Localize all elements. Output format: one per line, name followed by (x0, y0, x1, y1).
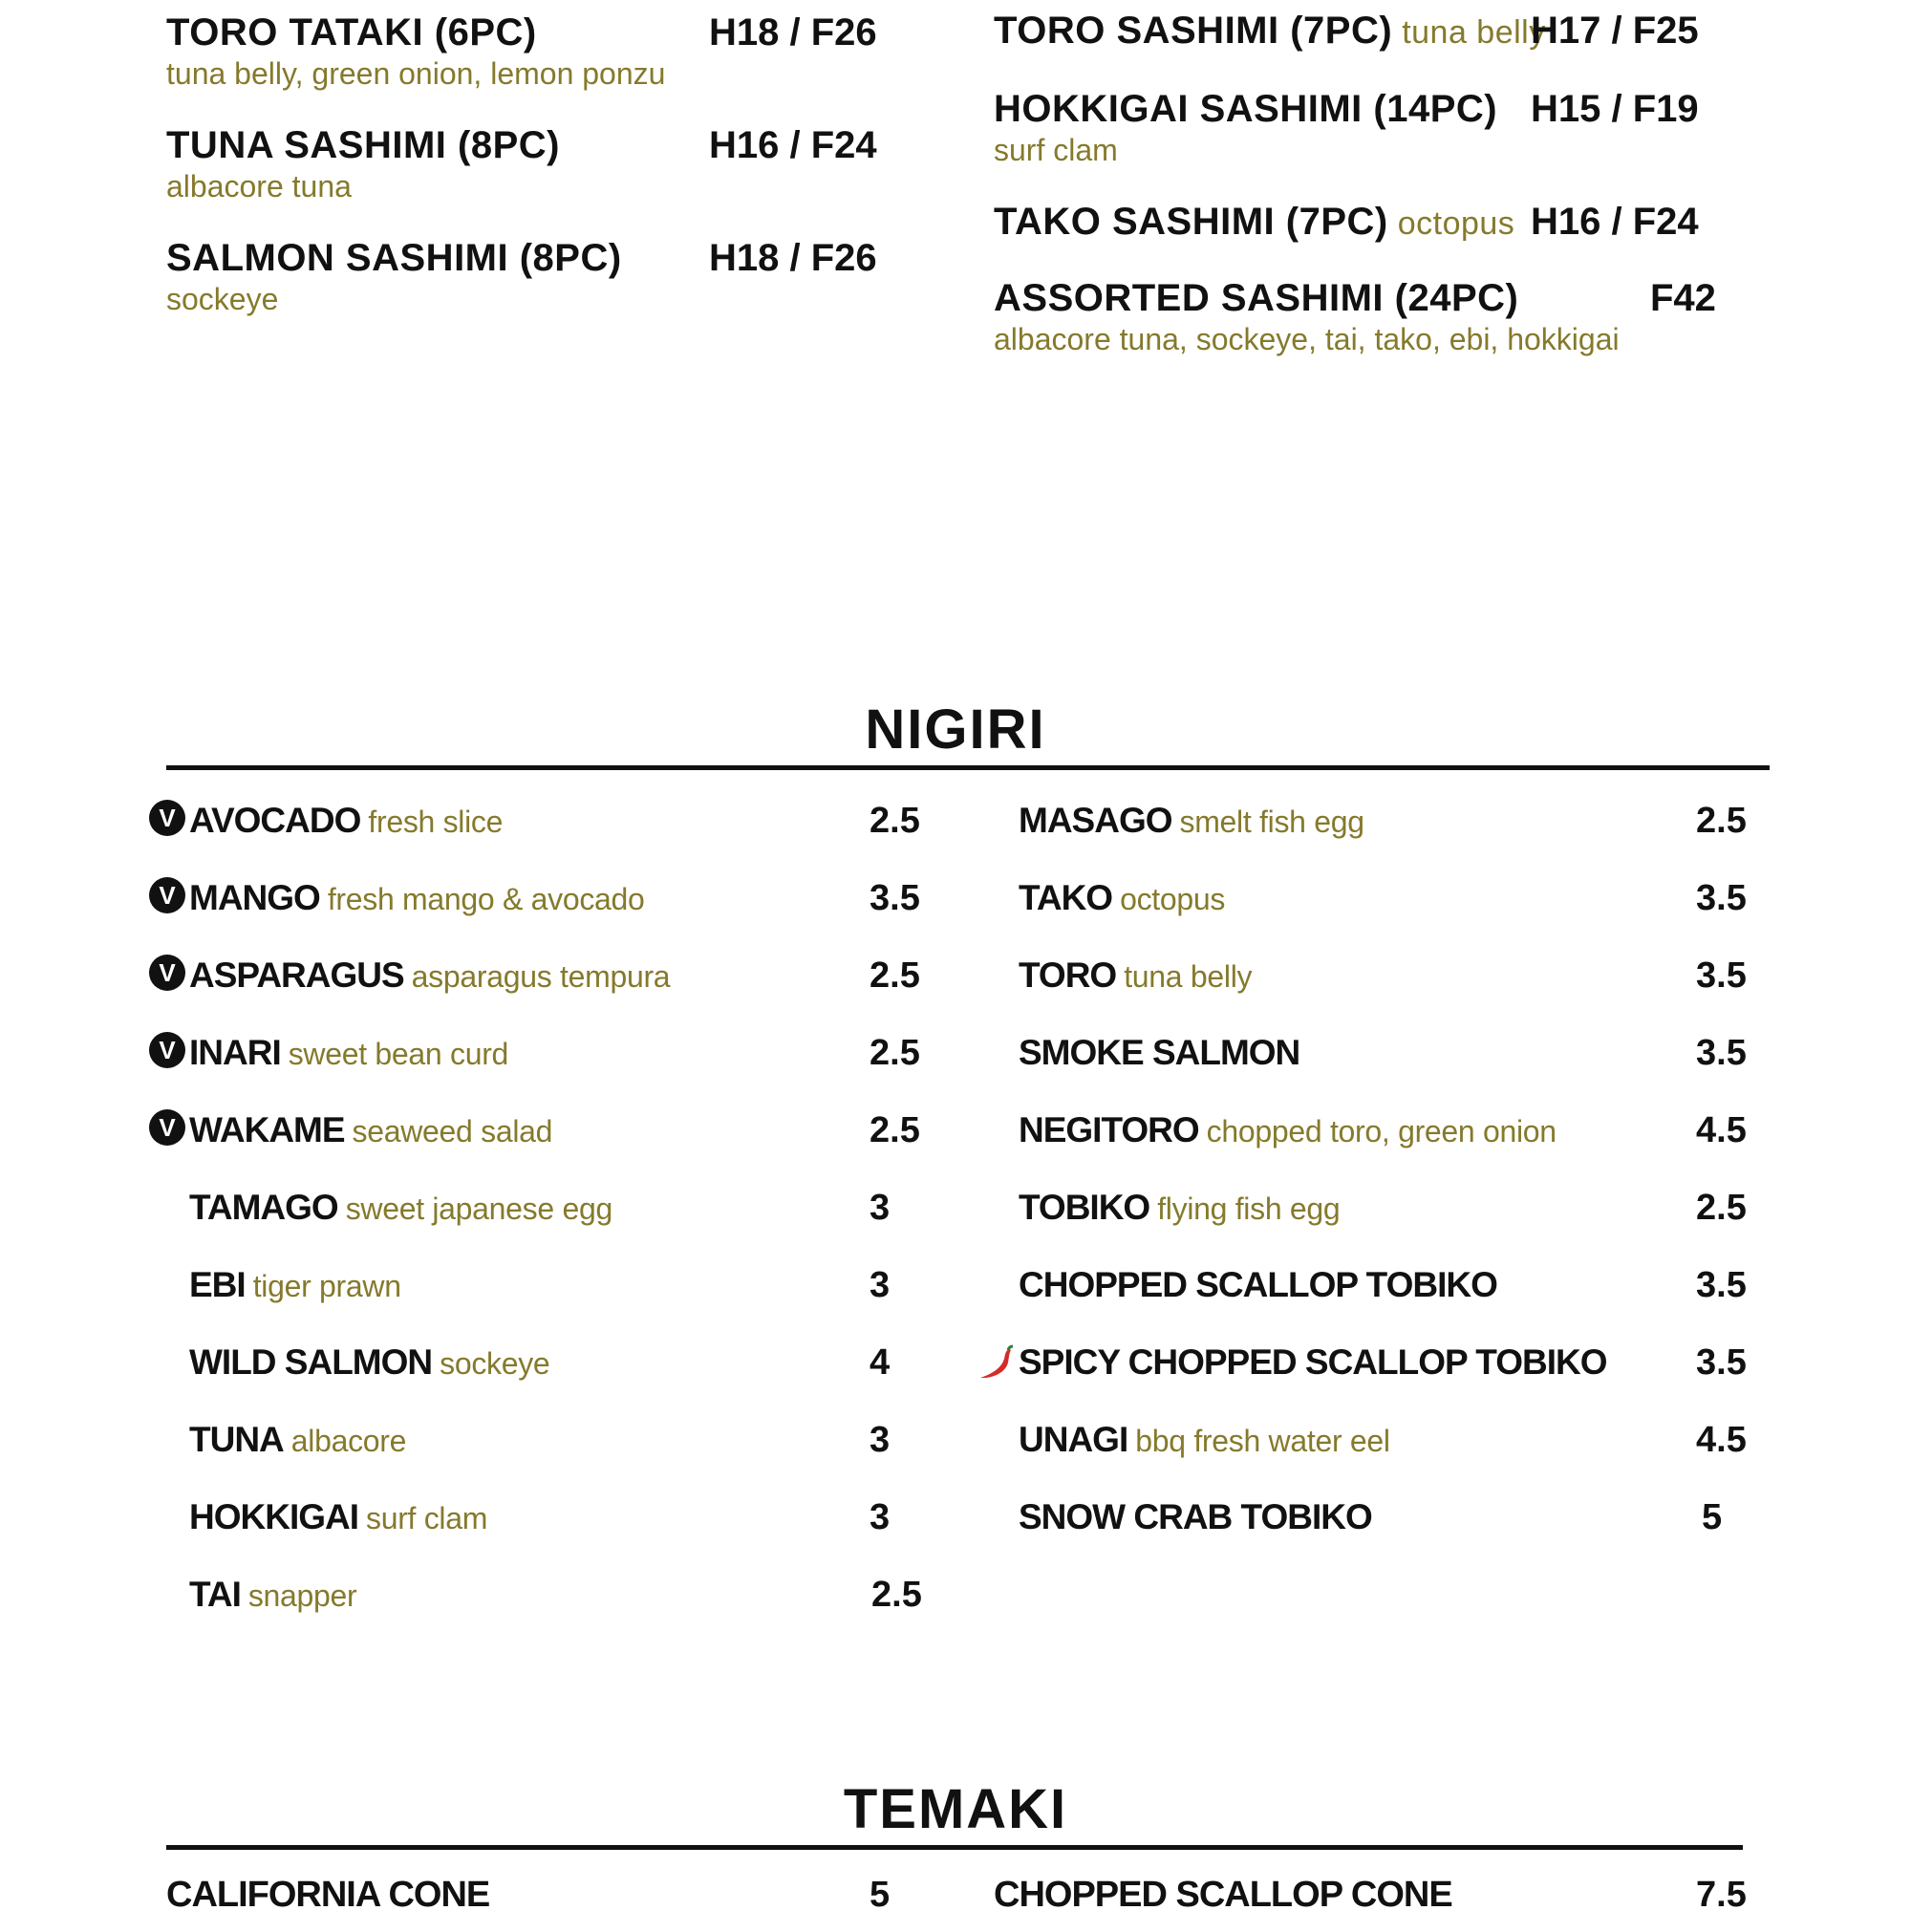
item-name: WILD SALMON (189, 1342, 433, 1382)
item-description: sockeye (440, 1346, 550, 1381)
item-description: bbq fresh water eel (1135, 1424, 1390, 1458)
sashimi-item (166, 237, 622, 317)
item-price: 5 (1702, 1497, 1723, 1537)
item-name: TUNA SASHIMI (8PC) (166, 124, 560, 166)
item-price: 7.5 (1696, 1875, 1747, 1915)
item-name (994, 10, 1546, 53)
nigiri-item (1019, 1420, 1390, 1477)
item-price: 2.5 (870, 801, 920, 841)
item-name: CHOPPED SCALLOP CONE (994, 1875, 1452, 1915)
item-price: 3.5 (1696, 1265, 1747, 1305)
item-price: 2.5 (870, 1033, 920, 1073)
vegetarian-icon: V (149, 1032, 185, 1068)
sashimi-item (166, 11, 665, 92)
item-price: 3.5 (1696, 1033, 1747, 1073)
item-name: TAMAGO (189, 1188, 338, 1227)
item-description: sweet japanese egg (345, 1191, 612, 1226)
item-name: UNAGI (1019, 1420, 1128, 1459)
vegetarian-icon: V (149, 800, 185, 836)
item-price: 3 (870, 1420, 891, 1460)
item-price: 3 (870, 1265, 891, 1305)
item-price: H16 / F24 (709, 124, 877, 166)
nigiri-item (189, 1265, 401, 1322)
item-name: ASSORTED SASHIMI (24PC) (994, 277, 1519, 319)
item-description: chopped toro, green onion (1206, 1114, 1557, 1148)
nigiri-item (189, 1110, 552, 1168)
item-price: 3.5 (1696, 955, 1747, 996)
item-price: 2.5 (1696, 801, 1747, 841)
item-description: snapper (247, 1578, 357, 1613)
nigiri-item (189, 1033, 508, 1090)
item-description: smelt fish egg (1179, 805, 1364, 839)
item-description: seaweed salad (352, 1114, 553, 1148)
section-divider (166, 1845, 1743, 1850)
nigiri-item (189, 1342, 549, 1400)
item-description: fresh mango & avocado (327, 882, 645, 916)
item-description: fresh slice (368, 805, 504, 839)
nigiri-item (189, 1188, 612, 1245)
nigiri-item (1019, 955, 1252, 1013)
item-price: 4.5 (1696, 1110, 1747, 1150)
nigiri-item (189, 955, 670, 1013)
temaki-item (166, 1875, 489, 1932)
item-name: HOKKIGAI SASHIMI (14PC) (994, 88, 1498, 130)
nigiri-item (189, 1497, 487, 1555)
vegetarian-icon: V (149, 1109, 185, 1146)
item-price: H16 / F24 (1531, 201, 1699, 243)
item-description: albacore (290, 1424, 407, 1458)
item-name (994, 201, 1514, 244)
item-name: MASAGO (1019, 801, 1172, 840)
nigiri-item (189, 801, 503, 858)
section-divider (166, 765, 1770, 770)
item-name: AVOCADO (189, 801, 361, 840)
section-title-temaki: TEMAKI (843, 1778, 1068, 1840)
item-name: TORO (1019, 955, 1117, 995)
item-name: HOKKIGAI (189, 1497, 358, 1536)
item-price: 2.5 (871, 1575, 922, 1615)
item-price: H15 / F19 (1531, 88, 1699, 130)
nigiri-item (1019, 801, 1364, 858)
nigiri-item (1019, 878, 1225, 935)
item-name: TAKO (1019, 878, 1113, 917)
item-name: EBI (189, 1265, 246, 1304)
item-description: surf clam (994, 133, 1118, 167)
item-description: tuna belly, green onion, lemon ponzu (166, 56, 666, 91)
nigiri-item (189, 878, 645, 935)
item-price: H18 / F26 (709, 11, 877, 54)
item-name: TOBIKO (1019, 1188, 1150, 1227)
item-description: flying fish egg (1157, 1191, 1341, 1226)
item-price: 2.5 (1696, 1188, 1747, 1228)
sashimi-item (994, 201, 1514, 244)
item-description: albacore tuna, sockeye, tai, tako, ebi, hokkigai (994, 322, 1620, 356)
item-description: tuna belly (1402, 14, 1546, 51)
item-description: tuna belly (1124, 959, 1253, 994)
item-price: 3 (870, 1497, 891, 1537)
item-name: TUNA (189, 1420, 284, 1459)
item-name: ASPARAGUS (189, 955, 404, 995)
section-title-nigiri: NIGIRI (865, 698, 1046, 761)
item-description: octopus (1397, 205, 1515, 242)
item-name: SPICY CHOPPED SCALLOP TOBIKO (1019, 1342, 1607, 1382)
item-price: 2.5 (870, 1110, 920, 1150)
item-description: tiger prawn (252, 1269, 401, 1303)
item-price: 4.5 (1696, 1420, 1747, 1460)
item-price: F42 (1650, 277, 1716, 319)
sashimi-item (994, 277, 1620, 357)
item-description: surf clam (366, 1501, 488, 1535)
item-name: CHOPPED SCALLOP TOBIKO (1019, 1265, 1497, 1304)
item-price: 3.5 (1696, 878, 1747, 918)
item-price: 3.5 (870, 878, 920, 918)
item-name: WAKAME (189, 1110, 345, 1149)
item-name: SMOKE SALMON (1019, 1033, 1300, 1072)
item-description: sweet bean curd (288, 1037, 509, 1071)
sashimi-item (994, 10, 1546, 53)
item-name: CALIFORNIA CONE (166, 1875, 490, 1915)
item-name: INARI (189, 1033, 281, 1072)
item-price: 3.5 (1696, 1342, 1747, 1383)
nigiri-item (1019, 1497, 1372, 1555)
item-price: 2.5 (870, 955, 920, 996)
item-name: MANGO (189, 878, 320, 917)
nigiri-item (1019, 1188, 1340, 1245)
nigiri-item (1019, 1110, 1557, 1168)
item-description: asparagus tempura (411, 959, 671, 994)
vegetarian-icon: V (149, 955, 185, 991)
vegetarian-icon: V (149, 877, 185, 913)
item-description: sockeye (166, 282, 279, 316)
item-price: 4 (870, 1342, 891, 1383)
nigiri-item (1019, 1033, 1299, 1090)
item-name: SNOW CRAB TOBIKO (1019, 1497, 1372, 1536)
item-name-text: TAKO SASHIMI (7PC) (994, 201, 1388, 243)
sashimi-item (994, 88, 1497, 168)
item-description: albacore tuna (166, 169, 352, 204)
spicy-chili-icon (977, 1343, 1015, 1382)
nigiri-item (1019, 1342, 1607, 1400)
temaki-item (994, 1875, 1452, 1932)
item-price: H17 / F25 (1531, 10, 1699, 52)
item-name: SALMON SASHIMI (8PC) (166, 237, 622, 279)
nigiri-item (189, 1420, 406, 1477)
item-price: 5 (870, 1875, 891, 1915)
item-name: NEGITORO (1019, 1110, 1199, 1149)
nigiri-item (189, 1575, 356, 1632)
item-description: octopus (1120, 882, 1226, 916)
item-name: TORO TATAKI (6PC) (166, 11, 537, 54)
item-price: 3 (870, 1188, 891, 1228)
item-name-text: TORO SASHIMI (7PC) (994, 10, 1393, 52)
item-price: H18 / F26 (709, 237, 877, 279)
item-name: TAI (189, 1575, 241, 1614)
sashimi-item (166, 124, 560, 204)
nigiri-item (1019, 1265, 1497, 1322)
